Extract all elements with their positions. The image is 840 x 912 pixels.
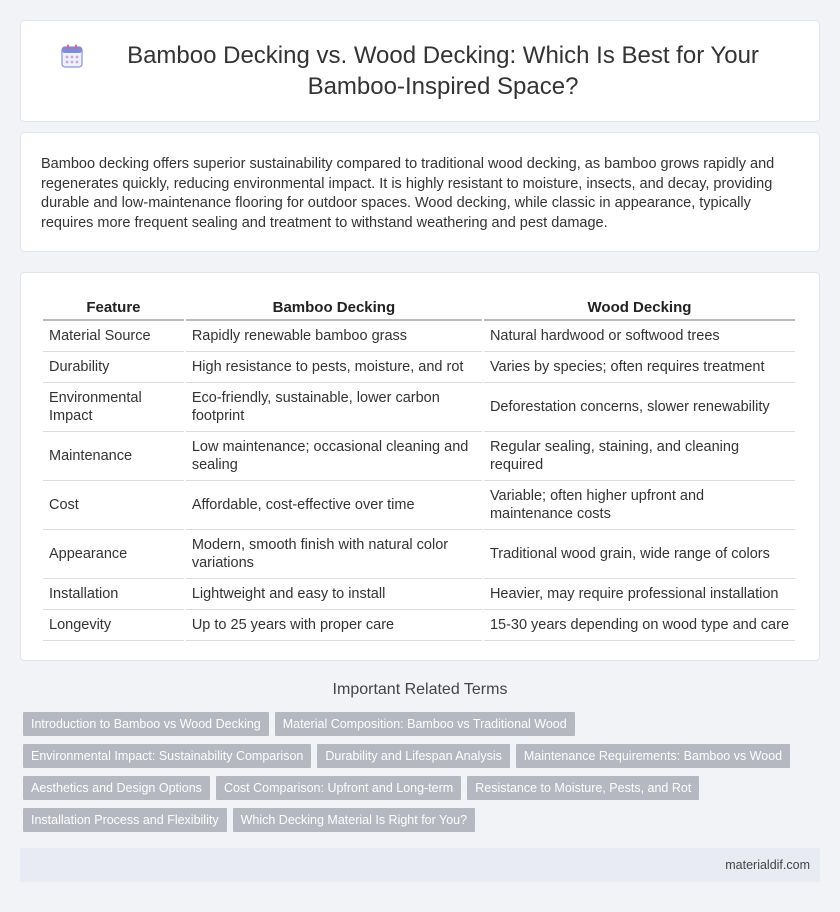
comparison-table xyxy=(41,295,797,641)
cell-bamboo: High resistance to pests, moisture, and rot xyxy=(186,352,482,383)
cell-wood: Deforestation concerns, slower renewability xyxy=(484,383,795,432)
cell-bamboo: Up to 25 years with proper care xyxy=(186,610,482,641)
table-row xyxy=(43,432,795,481)
cell-bamboo: Rapidly renewable bamboo grass xyxy=(186,321,482,352)
title-wrap xyxy=(21,40,819,102)
footer xyxy=(20,848,820,882)
footer-site-link[interactable]: materialdif.com xyxy=(725,858,810,872)
header-feature: Feature xyxy=(43,295,184,321)
related-tag[interactable]: Cost Comparison: Upfront and Long-term xyxy=(216,776,461,800)
related-terms-tags xyxy=(23,712,823,840)
cell-feature: Environmental Impact xyxy=(43,383,184,432)
cell-bamboo: Eco-friendly, sustainable, lower carbon footprint xyxy=(186,383,482,432)
cell-feature: Maintenance xyxy=(43,432,184,481)
intro-paragraph: Bamboo decking offers superior sustainability compared to traditional wood decking, as bamboo grows rapidly and regenerates quickly, reducing environmental impact. It is highly resistant to moisture, insects, and decay, providing durable and low-maintenance flooring for outdoor spaces. Wood decking, while classic in appearance, typically requires more frequent sealing and treatment to withstand weathering and pest damage. xyxy=(41,156,775,231)
tag-row xyxy=(23,808,823,832)
tag-row xyxy=(23,744,823,768)
cell-wood: 15-30 years depending on wood type and care xyxy=(484,610,795,641)
page-title: Bamboo Decking vs. Wood Decking: Which Is Best for Your Bamboo-Inspired Space? xyxy=(127,42,759,100)
cell-wood: Traditional wood grain, wide range of colors xyxy=(484,530,795,579)
table-row xyxy=(43,530,795,579)
related-tag[interactable]: Aesthetics and Design Options xyxy=(23,776,210,800)
related-tag[interactable]: Resistance to Moisture, Pests, and Rot xyxy=(467,776,699,800)
related-tag[interactable]: Durability and Lifespan Analysis xyxy=(317,744,510,768)
cell-feature: Longevity xyxy=(43,610,184,641)
table-row xyxy=(43,321,795,352)
tag-row xyxy=(23,776,823,800)
cell-bamboo: Modern, smooth finish with natural color variations xyxy=(186,530,482,579)
title-card xyxy=(20,20,820,122)
table-row xyxy=(43,579,795,610)
cell-feature: Cost xyxy=(43,481,184,530)
table-row xyxy=(43,352,795,383)
cell-wood: Varies by species; often requires treatment xyxy=(484,352,795,383)
cell-wood: Natural hardwood or softwood trees xyxy=(484,321,795,352)
header-wood: Wood Decking xyxy=(484,295,795,321)
cell-bamboo: Affordable, cost-effective over time xyxy=(186,481,482,530)
related-tag[interactable]: Material Composition: Bamboo vs Traditional Wood xyxy=(275,712,575,736)
related-tag[interactable]: Introduction to Bamboo vs Wood Decking xyxy=(23,712,269,736)
table-row xyxy=(43,610,795,641)
cell-wood: Regular sealing, staining, and cleaning required xyxy=(484,432,795,481)
cell-wood: Heavier, may require professional installation xyxy=(484,579,795,610)
cell-feature: Material Source xyxy=(43,321,184,352)
related-tag[interactable]: Installation Process and Flexibility xyxy=(23,808,227,832)
table-row xyxy=(43,481,795,530)
cell-bamboo: Low maintenance; occasional cleaning and sealing xyxy=(186,432,482,481)
related-tag[interactable]: Which Decking Material Is Right for You? xyxy=(233,808,476,832)
header-bamboo: Bamboo Decking xyxy=(186,295,482,321)
table-header-row xyxy=(43,295,795,321)
intro-card xyxy=(20,132,820,252)
cell-feature: Appearance xyxy=(43,530,184,579)
tag-row xyxy=(23,712,823,736)
cell-feature: Installation xyxy=(43,579,184,610)
cell-wood: Variable; often higher upfront and maintenance costs xyxy=(484,481,795,530)
related-tag[interactable]: Maintenance Requirements: Bamboo vs Wood xyxy=(516,744,790,768)
calendar-icon xyxy=(61,44,83,68)
cell-bamboo: Lightweight and easy to install xyxy=(186,579,482,610)
related-terms-title: Important Related Terms xyxy=(332,681,508,698)
table-row xyxy=(43,383,795,432)
cell-feature: Durability xyxy=(43,352,184,383)
related-tag[interactable]: Environmental Impact: Sustainability Comparison xyxy=(23,744,311,768)
comparison-table-card xyxy=(20,272,820,661)
